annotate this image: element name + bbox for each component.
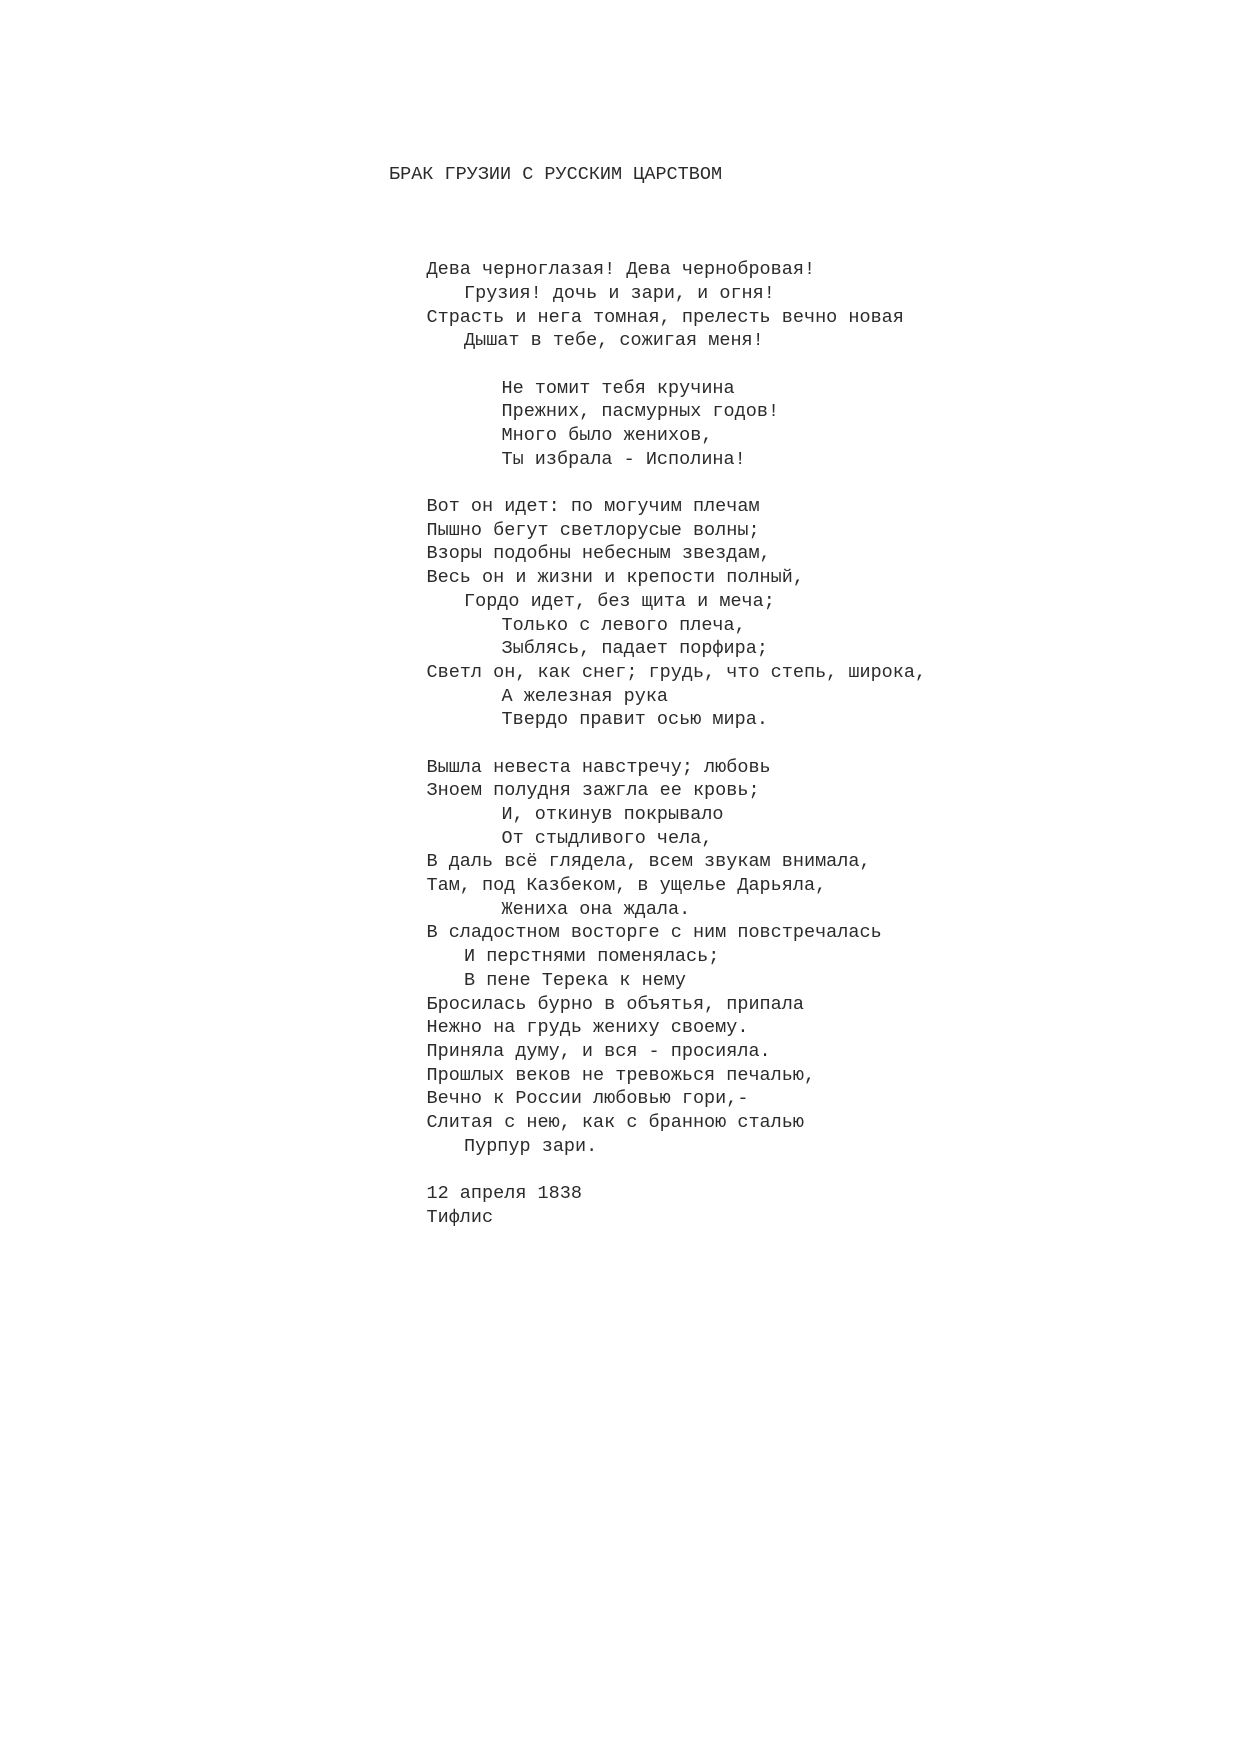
poem-line: Там, под Казбеком, в ущелье Дарьяла, — [426, 875, 827, 897]
poem-line: Пышно бегут светлорусые волны; — [426, 519, 760, 541]
poem-line: Прошлых веков не тревожься печалью, — [426, 1064, 816, 1086]
stanza-break — [389, 353, 926, 377]
poem-title: БРАК ГРУЗИИ С РУССКИМ ЦАРСТВОМ — [389, 164, 723, 186]
poem-line: Твердо правит осью мира. — [501, 709, 768, 731]
poem-line: В даль всё глядела, всем звукам внимала, — [426, 851, 871, 873]
poem-line: Зыблясь, падает порфира; — [501, 638, 768, 660]
poem-line: Вышла невеста навстречу; любовь — [426, 756, 771, 778]
stanza-break — [389, 732, 926, 756]
poem-line: Слитая с нею, как с бранною сталью — [426, 1111, 804, 1133]
poem-line: Гордо идет, без щита и меча; — [464, 590, 775, 612]
stanza-break — [389, 471, 926, 495]
poem-line: А железная рука — [501, 685, 669, 707]
poem-line: И перстнями поменялась; — [464, 946, 720, 968]
poem-line: Пурпур зари. — [464, 1135, 598, 1157]
poem-line: От стыдливого чела, — [501, 827, 713, 849]
poem-line: Грузия! дочь и зари, и огня! — [464, 282, 775, 304]
poem-line: Только с левого плеча, — [501, 614, 746, 636]
poem-line: Страсть и нега томная, прелесть вечно новая — [426, 306, 904, 328]
poem-line: Прежних, пасмурных годов! — [501, 401, 780, 423]
poem-line: Зноем полудня зажгла ее кровь; — [426, 780, 760, 802]
poem-line: Тифлис — [426, 1206, 494, 1228]
poem-line: Взоры подобны небесным звездам, — [426, 543, 771, 565]
poem-text — [389, 116, 926, 1277]
poem-line: И, откинув покрывало — [501, 804, 724, 826]
poem-line: Весь он и жизни и крепости полный, — [426, 567, 804, 589]
poem-lines — [389, 258, 926, 1229]
poem-line: Вечно к России любовью гори,- — [426, 1088, 749, 1110]
poem-line: Ты избрала - Исполина! — [501, 448, 746, 470]
poem-line: Жениха она ждала. — [501, 898, 691, 920]
poem-line: Не томит тебя кручина — [501, 377, 735, 399]
poem-line: В пене Терека к нему — [464, 969, 687, 991]
poem-line: Нежно на грудь жениху своему. — [426, 1017, 749, 1039]
poem-line: 12 апреля 1838 — [426, 1183, 582, 1205]
poem-line: В сладостном восторге с ним повстречалась — [426, 922, 882, 944]
poem-line: Светл он, как снег; грудь, что степь, широка, — [426, 661, 927, 683]
poem-line: Вот он идет: по могучим плечам — [426, 496, 760, 518]
poem-line: Дышат в тебе, сожигая меня! — [464, 330, 764, 352]
poem-line: Дева черноглазая! Дева чернобровая! — [426, 259, 816, 281]
poem-line: Бросилась бурно в объятья, припала — [426, 993, 804, 1015]
poem-line: Много было женихов, — [501, 425, 713, 447]
stanza-break — [389, 1158, 926, 1182]
poem-line: Приняла думу, и вся - просияла. — [426, 1040, 771, 1062]
